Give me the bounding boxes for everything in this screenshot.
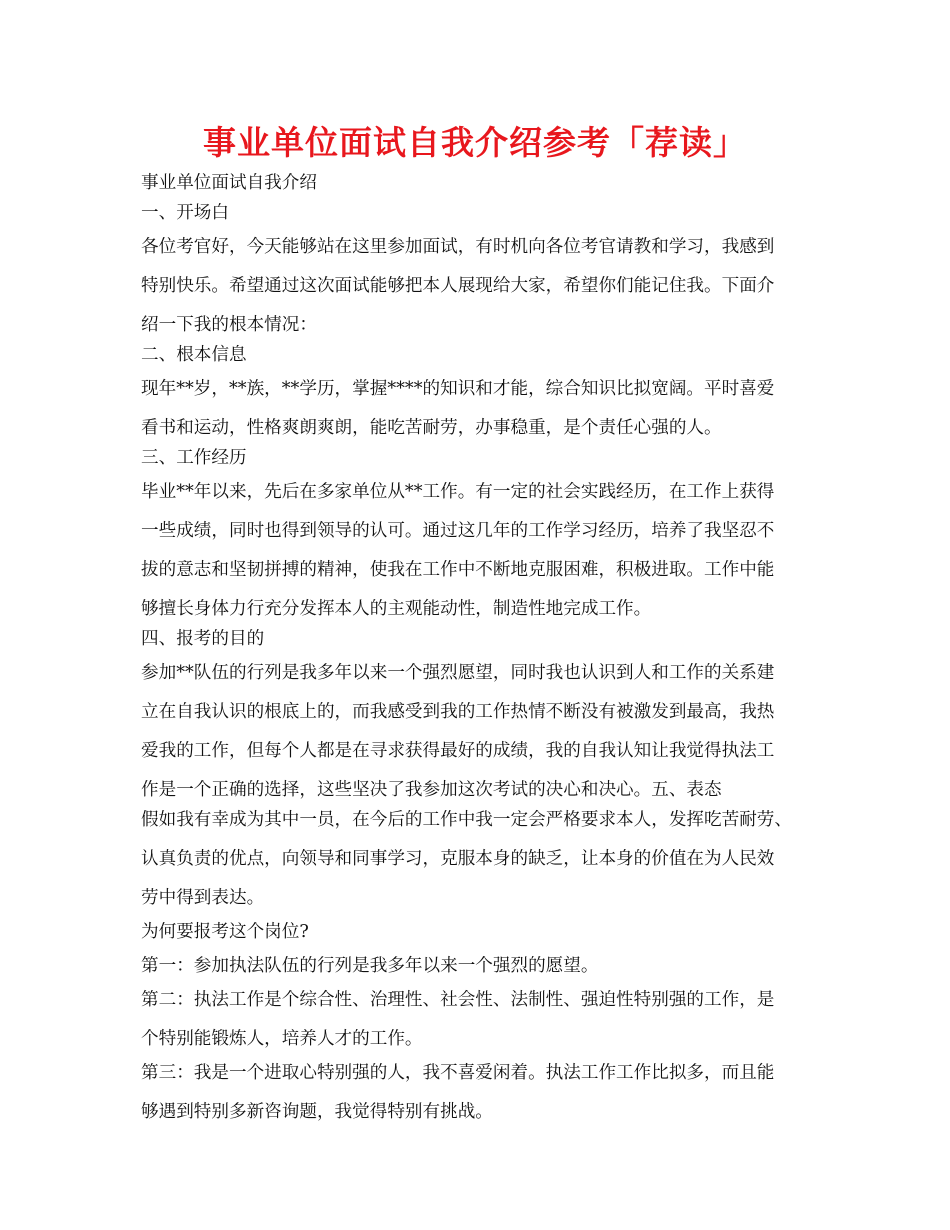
- paragraph-line: 绍一下我的根本情况：: [141, 315, 317, 335]
- paragraph-line: 各位考官好，今天能够站在这里参加面试，有时机向各位考官请教和学习，我感到: [141, 237, 775, 257]
- paragraph-line: 假如我有幸成为其中一员，在今后的工作中我一定会严格要求本人，发挥吃苦耐劳、: [141, 810, 792, 830]
- reason-second: 第二：执法工作是个综合性、治理性、社会性、法制性、强迫性特别强的工作，是: [141, 990, 775, 1010]
- document-body: [141, 168, 821, 1127]
- paragraph-line: 劳中得到表达。: [141, 888, 265, 908]
- question-heading: 为何要报考这个岗位?: [141, 922, 309, 942]
- paragraph-line: 特别快乐。希望通过这次面试能够把本人展现给大家，希望你们能记住我。下面介: [141, 276, 775, 296]
- reason-first: 第一：参加执法队伍的行列是我多年以来一个强烈的愿望。: [141, 956, 599, 976]
- paragraph-line: 毕业**年以来，先后在多家单位从**工作。有一定的社会实践经历，在工作上获得: [141, 482, 775, 502]
- section-heading-opening: 一、开场白: [141, 203, 229, 223]
- paragraph-line: 认真负责的优点，向领导和同事学习，克服本身的缺乏，让本身的价值在为人民效: [141, 849, 775, 869]
- paragraph-line: 立在自我认识的根底上的，而我感受到我的工作热情不断没有被激发到最高，我热: [141, 702, 775, 722]
- paragraph-line: 个特别能锻炼人，培养人才的工作。: [141, 1029, 423, 1049]
- paragraph-line: 参加**队伍的行列是我多年以来一个强烈愿望，同时我也认识到人和工作的关系建: [141, 663, 775, 683]
- document-title: 事业单位面试自我介绍参考「荐读」: [203, 123, 747, 162]
- paragraph-line: 拔的意志和坚韧拼搏的精神，使我在工作中不断地克服困难，积极进取。工作中能: [141, 560, 775, 580]
- paragraph-line: 爱我的工作，但每个人都是在寻求获得最好的成绩，我的自我认知让我觉得执法工: [141, 741, 775, 761]
- section-heading-purpose: 四、报考的目的: [141, 629, 265, 649]
- paragraph-line: 够擅长身体力行充分发挥本人的主观能动性，制造性地完成工作。: [141, 599, 652, 619]
- paragraph-line: 现年**岁，**族，**学历，掌握****的知识和才能，综合知识比拟宽阔。平时喜爱: [141, 379, 775, 399]
- paragraph-line: 一些成绩，同时也得到领导的认可。通过这几年的工作学习经历，培养了我坚忍不: [141, 521, 775, 541]
- paragraph-line: 够遇到特别多新咨询题，我觉得特别有挑战。: [141, 1102, 493, 1122]
- section-heading-work-experience: 三、工作经历: [141, 448, 247, 468]
- subtitle-line: 事业单位面试自我介绍: [141, 173, 317, 193]
- paragraph-line: 作是一个正确的选择，这些坚决了我参加这次考试的决心和决心。五、表态: [141, 780, 722, 800]
- reason-third: 第三：我是一个进取心特别强的人，我不喜爱闲着。执法工作工作比拟多，而且能: [141, 1063, 775, 1083]
- section-heading-basic-info: 二、根本信息: [141, 345, 247, 365]
- paragraph-line: 看书和运动，性格爽朗爽朗，能吃苦耐劳，办事稳重，是个责任心强的人。: [141, 418, 722, 438]
